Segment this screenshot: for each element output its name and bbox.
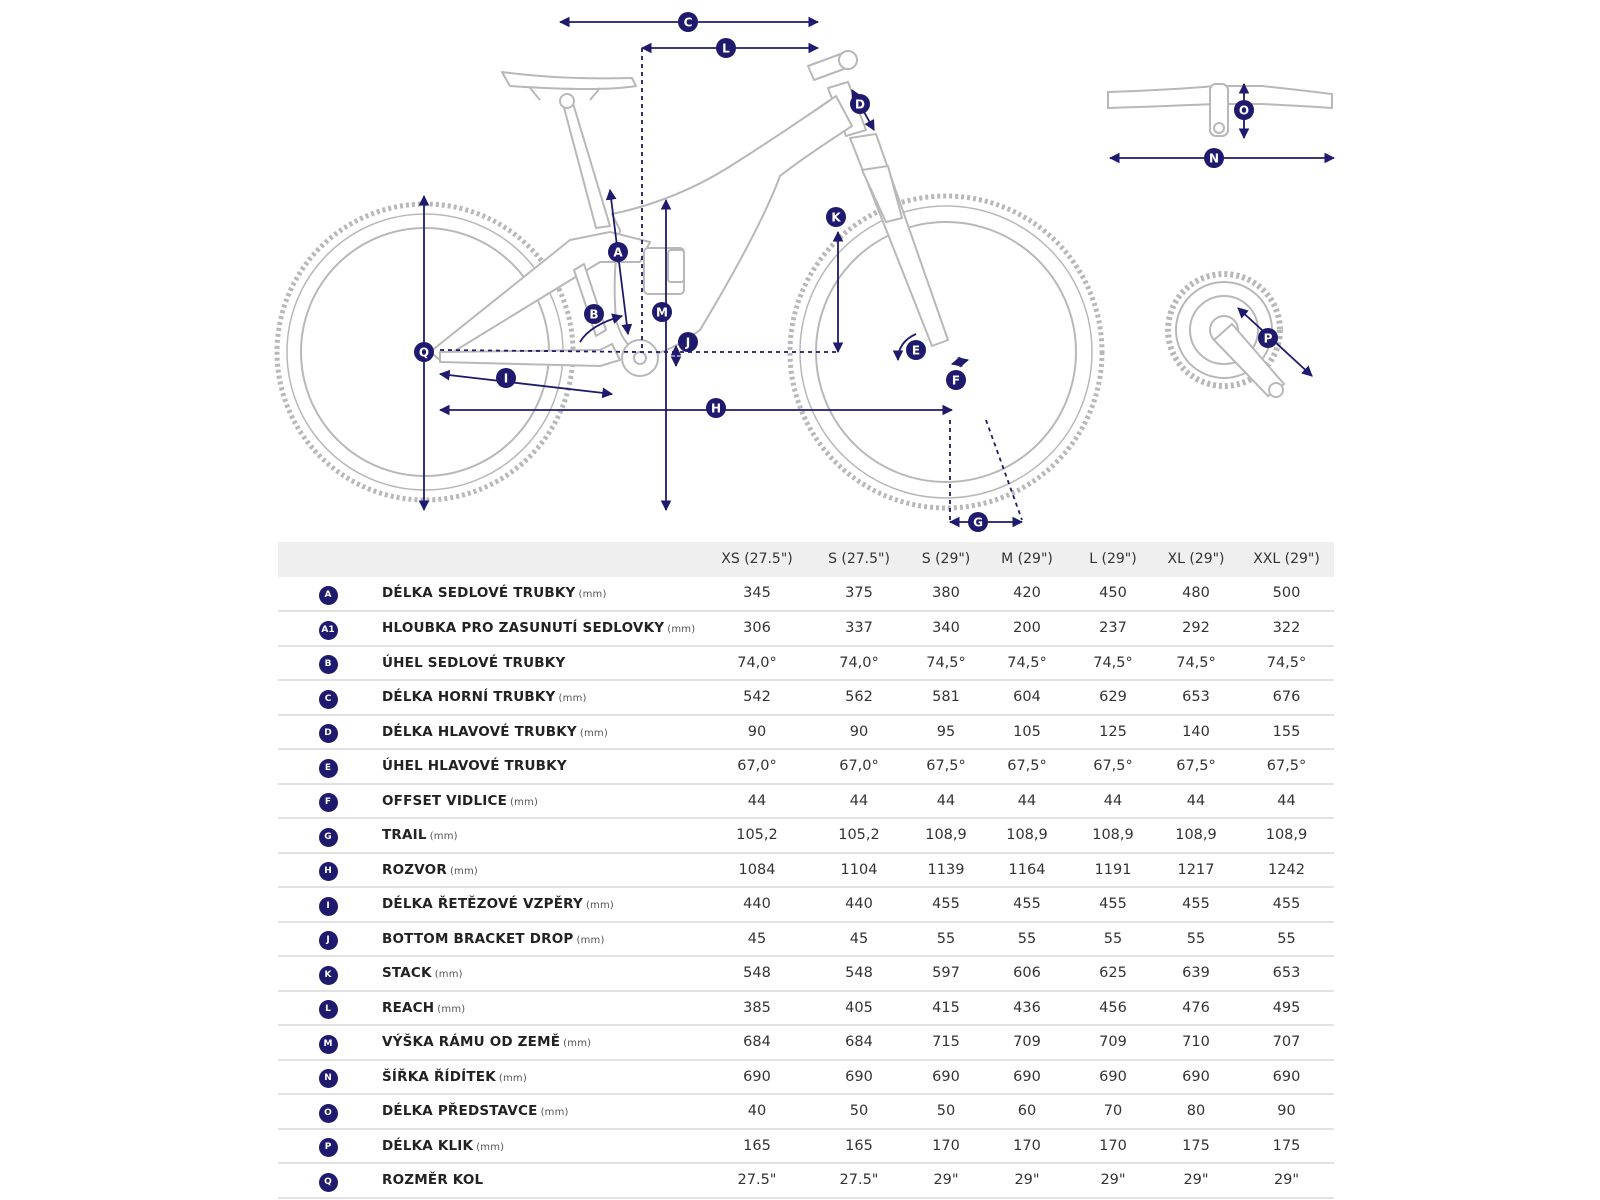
- table-cell: 50: [936, 1103, 956, 1120]
- header-empty: [378, 542, 707, 577]
- marker-letter: K: [831, 210, 841, 225]
- table-cell: 67,5°: [1007, 758, 1047, 775]
- table-cell: 165: [743, 1137, 771, 1154]
- table-cell: 44: [1103, 792, 1123, 809]
- table-cell: 45: [849, 930, 869, 947]
- table-cell: 108,9: [925, 827, 967, 844]
- table-cell: 74,5°: [1007, 654, 1047, 671]
- header-size-xs: XS (27.5"): [721, 551, 793, 568]
- dimension-letter-badge: F: [319, 793, 338, 812]
- table-cell: 170: [1013, 1137, 1041, 1154]
- table-cell: 27.5": [839, 1172, 879, 1189]
- row-label: [378, 680, 707, 715]
- dimension-marker: [968, 512, 988, 532]
- header-size-l: L (29"): [1089, 551, 1137, 568]
- row-label: [378, 1025, 707, 1060]
- header-size-s-275: S (27.5"): [828, 551, 890, 568]
- dimension-letter-badge: A1: [319, 621, 338, 640]
- row-letter-cell: [278, 1129, 378, 1164]
- table-cell: 690: [1013, 1068, 1041, 1085]
- table-row: [278, 1025, 1334, 1060]
- table-cell: 44: [849, 792, 869, 809]
- table-cell: 455: [1013, 896, 1041, 913]
- row-label: [378, 715, 707, 750]
- table-cell: 67,5°: [1266, 758, 1307, 775]
- geometry-table: [278, 542, 1334, 1199]
- table-cell: 676: [1272, 689, 1301, 706]
- table-cell: 90: [1277, 1103, 1296, 1120]
- dimension-marker: [1258, 328, 1278, 348]
- row-label: [378, 577, 707, 612]
- table-cell: 476: [1182, 999, 1210, 1016]
- row-unit: (mm): [437, 1003, 466, 1015]
- row-label: [378, 1060, 707, 1095]
- table-cell: 653: [1272, 965, 1301, 982]
- dimension-marker: [678, 332, 698, 352]
- row-label: [378, 818, 707, 853]
- row-label-text: DÉLKA HLAVOVÉ TRUBKY: [382, 723, 577, 740]
- table-cell: 29": [933, 1172, 959, 1189]
- row-label: [378, 956, 707, 991]
- table-row: [278, 991, 1334, 1026]
- row-letter-cell: [278, 1060, 378, 1095]
- row-letter-cell: [278, 887, 378, 922]
- row-unit: (mm): [429, 831, 458, 843]
- table-row: [278, 1163, 1334, 1198]
- table-row: [278, 784, 1334, 819]
- table-cell: 548: [743, 965, 771, 982]
- table-cell: 455: [1272, 896, 1301, 913]
- dimension-letter-badge: K: [319, 966, 338, 985]
- dimension-letter-badge: Q: [319, 1173, 338, 1192]
- row-unit: (mm): [498, 1072, 527, 1084]
- row-letter-cell: [278, 646, 378, 681]
- table-cell: 1104: [840, 861, 878, 878]
- marker-letter: P: [1263, 331, 1273, 346]
- table-cell: 170: [1099, 1137, 1127, 1154]
- row-unit: (mm): [585, 900, 615, 912]
- table-cell: 709: [1013, 1034, 1041, 1051]
- row-label-text: DÉLKA HORNÍ TRUBKY: [382, 689, 556, 706]
- header-size-m: M (29"): [1001, 551, 1053, 568]
- dimension-marker: [906, 340, 926, 360]
- row-label: [378, 749, 707, 784]
- table-cell: 44: [936, 792, 956, 809]
- dimension-marker: [414, 342, 434, 362]
- header-size-xxl: XXL (29"): [1253, 551, 1320, 568]
- table-cell: 125: [1099, 723, 1127, 740]
- table-cell: 455: [1099, 896, 1127, 913]
- table-cell: 690: [1182, 1068, 1210, 1085]
- dimension-marker: [716, 38, 736, 58]
- table-cell: 456: [1099, 999, 1127, 1016]
- row-label: [378, 991, 707, 1026]
- table-cell: 690: [1099, 1068, 1127, 1085]
- row-letter-cell: [278, 1025, 378, 1060]
- table-cell: 385: [743, 999, 771, 1016]
- row-label-text: TRAIL: [382, 827, 427, 844]
- dimension-marker: [850, 94, 870, 114]
- table-row: [278, 1060, 1334, 1095]
- row-letter-cell: [278, 715, 378, 750]
- row-unit: (mm): [449, 865, 479, 877]
- table-cell: 60: [1017, 1103, 1037, 1120]
- table-cell: 606: [1013, 965, 1041, 982]
- row-label: [378, 1094, 707, 1129]
- dimension-letter-badge: I: [319, 897, 338, 916]
- table-cell: 375: [845, 585, 873, 602]
- table-cell: 1217: [1177, 861, 1215, 878]
- marker-letter: G: [973, 515, 983, 530]
- row-label-text: REACH: [382, 999, 435, 1016]
- dimension-letter-badge: A: [319, 586, 338, 605]
- row-letter-cell: [278, 922, 378, 957]
- row-letter-cell: [278, 784, 378, 819]
- table-cell: 436: [1013, 999, 1041, 1016]
- table-cell: 74,5°: [1176, 654, 1216, 671]
- row-unit: (mm): [540, 1107, 569, 1119]
- marker-letter: J: [685, 335, 691, 350]
- row-letter-cell: [278, 577, 378, 612]
- table-cell: 27.5": [737, 1172, 777, 1189]
- table-row: [278, 1129, 1334, 1164]
- table-cell: 500: [1272, 585, 1301, 602]
- row-unit: (mm): [563, 1038, 592, 1050]
- row-unit: (mm): [578, 589, 607, 601]
- table-cell: 44: [1017, 792, 1037, 809]
- row-label-text: ROZMĚR KOL: [382, 1172, 484, 1189]
- table-cell: 165: [845, 1137, 873, 1154]
- table-cell: 292: [1182, 620, 1210, 637]
- table-cell: 105,2: [838, 827, 880, 844]
- table-cell: 690: [932, 1068, 960, 1085]
- dimension-marker: [706, 398, 726, 418]
- table-cell: 455: [932, 896, 960, 913]
- front-wheel: [790, 196, 1102, 508]
- row-unit: (mm): [576, 934, 605, 946]
- row-letter-cell: [278, 1163, 378, 1198]
- table-cell: 690: [743, 1068, 771, 1085]
- table-row: [278, 749, 1334, 784]
- table-row: [278, 577, 1334, 612]
- table-cell: 108,9: [1092, 827, 1134, 844]
- row-unit: (mm): [558, 693, 587, 705]
- table-cell: 597: [932, 965, 960, 982]
- dimension-letter-badge: L: [319, 1000, 338, 1019]
- table-cell: 108,9: [1175, 827, 1217, 844]
- marker-letter: N: [1208, 151, 1220, 166]
- row-label-text: BOTTOM BRACKET DROP: [382, 930, 574, 947]
- table-row: [278, 922, 1334, 957]
- dimension-marker: [652, 302, 672, 322]
- table-header-row: [278, 542, 1334, 577]
- row-label: [378, 611, 707, 646]
- marker-letter: B: [589, 307, 599, 322]
- table-cell: 140: [1182, 723, 1210, 740]
- header-empty: [278, 542, 378, 577]
- table-row: [278, 611, 1334, 646]
- row-label-text: OFFSET VIDLICE: [382, 792, 508, 809]
- table-cell: 1191: [1094, 861, 1132, 878]
- table-cell: 70: [1103, 1103, 1123, 1120]
- dimension-marker: [826, 207, 846, 227]
- table-cell: 1139: [927, 861, 965, 878]
- table-cell: 55: [1103, 930, 1123, 947]
- table-cell: 74,0°: [737, 654, 777, 671]
- row-label: [378, 1163, 707, 1198]
- table-cell: 55: [1186, 930, 1206, 947]
- table-cell: 45: [747, 930, 767, 947]
- table-cell: 29": [1183, 1172, 1209, 1189]
- dimension-marker: [496, 368, 516, 388]
- table-body: [278, 577, 1334, 1198]
- table-cell: 306: [743, 620, 771, 637]
- dimension-letter-badge: H: [319, 862, 338, 881]
- table-cell: 170: [932, 1137, 960, 1154]
- row-label: [378, 1129, 707, 1164]
- table-cell: 29": [1100, 1172, 1126, 1189]
- dimension-letter-badge: E: [319, 759, 338, 778]
- table-cell: 40: [747, 1103, 767, 1120]
- marker-letter: C: [683, 15, 693, 30]
- row-label-text: STACK: [382, 965, 432, 982]
- row-label: [378, 784, 707, 819]
- table-cell: 67,5°: [926, 758, 966, 775]
- table-row: [278, 818, 1334, 853]
- table-cell: 50: [849, 1103, 869, 1120]
- table-cell: 74,0°: [839, 654, 879, 671]
- table-cell: 690: [1272, 1068, 1301, 1085]
- table-row: [278, 715, 1334, 750]
- dimension-marker: [1204, 148, 1224, 168]
- table-cell: 337: [845, 620, 873, 637]
- table-cell: 237: [1099, 620, 1127, 637]
- table-cell: 1164: [1008, 861, 1046, 878]
- dimension-marker: [678, 12, 698, 32]
- table-cell: 581: [932, 689, 960, 706]
- table-row: [278, 853, 1334, 888]
- row-label-text: ROZVOR: [382, 861, 447, 878]
- table-cell: 405: [845, 999, 873, 1016]
- table-cell: 95: [936, 723, 956, 740]
- table-cell: 480: [1182, 585, 1210, 602]
- marker-letter: O: [1238, 103, 1250, 118]
- table-cell: 105: [1013, 723, 1041, 740]
- row-label-text: ÚHEL SEDLOVÉ TRUBKY: [382, 654, 566, 671]
- table-cell: 74,5°: [1266, 654, 1307, 671]
- dimension-marker: [608, 242, 628, 262]
- row-label: [378, 887, 707, 922]
- table-cell: 44: [1186, 792, 1206, 809]
- dimension-letter-badge: B: [319, 655, 338, 674]
- table-cell: 345: [743, 585, 771, 602]
- row-letter-cell: [278, 853, 378, 888]
- table-row: [278, 680, 1334, 715]
- table-cell: 415: [932, 999, 960, 1016]
- row-letter-cell: [278, 611, 378, 646]
- table-row: [278, 1094, 1334, 1129]
- marker-letter: L: [722, 41, 730, 56]
- row-letter-cell: [278, 956, 378, 991]
- marker-letter: F: [951, 373, 961, 388]
- row-label-text: HLOUBKA PRO ZASUNUTÍ SEDLOVKY: [382, 620, 665, 637]
- table-cell: 710: [1182, 1034, 1210, 1051]
- dimension-letter-badge: C: [319, 690, 338, 709]
- table-cell: 67,0°: [737, 758, 777, 775]
- table-cell: 548: [845, 965, 873, 982]
- table-cell: 175: [1182, 1137, 1210, 1154]
- row-letter-cell: [278, 991, 378, 1026]
- table-cell: 709: [1099, 1034, 1127, 1051]
- dimension-letter-badge: G: [319, 828, 338, 847]
- table-row: [278, 887, 1334, 922]
- dimension-marker: [946, 370, 966, 390]
- table-cell: 1084: [738, 861, 776, 878]
- marker-letter: I: [503, 371, 509, 386]
- table-cell: 55: [1277, 930, 1296, 947]
- table-cell: 625: [1099, 965, 1127, 982]
- dimension-marker: [584, 304, 604, 324]
- header-size-s-29: S (29"): [921, 551, 971, 568]
- table-cell: 450: [1099, 585, 1127, 602]
- marker-letter: D: [855, 97, 865, 112]
- row-label-text: DÉLKA SEDLOVÉ TRUBKY: [382, 585, 576, 602]
- table-cell: 322: [1272, 620, 1301, 637]
- marker-letter: Q: [418, 345, 430, 360]
- table-cell: 420: [1013, 585, 1041, 602]
- row-label-text: VÝŠKA RÁMU OD ZEMĚ: [382, 1034, 561, 1051]
- row-label: [378, 853, 707, 888]
- header-size-xl: XL (29"): [1167, 551, 1225, 568]
- table-cell: 44: [1277, 792, 1296, 809]
- table-cell: 440: [845, 896, 873, 913]
- table-cell: 380: [932, 585, 960, 602]
- table-cell: 690: [845, 1068, 873, 1085]
- row-label-text: DÉLKA ŘETĚZOVÉ VZPĚRY: [382, 896, 583, 913]
- row-unit: (mm): [434, 969, 463, 981]
- row-label-text: DÉLKA PŘEDSTAVCE: [382, 1103, 538, 1120]
- dimension-letter-badge: P: [319, 1138, 338, 1157]
- marker-letter: M: [656, 305, 668, 320]
- table-cell: 562: [845, 689, 873, 706]
- table-cell: 67,5°: [1176, 758, 1216, 775]
- row-unit: (mm): [579, 727, 608, 739]
- handlebar-drawing: [1108, 84, 1332, 136]
- table-cell: 684: [845, 1034, 873, 1051]
- bike-geometry-diagram: [0, 0, 1600, 540]
- dimension-letter-badge: O: [319, 1104, 338, 1123]
- table-cell: 105,2: [736, 827, 778, 844]
- row-label-text: ÚHEL HLAVOVÉ TRUBKY: [382, 758, 567, 775]
- dimension-letter-badge: M: [319, 1035, 338, 1054]
- row-letter-cell: [278, 818, 378, 853]
- table-cell: 175: [1272, 1137, 1301, 1154]
- table-cell: 55: [1017, 930, 1037, 947]
- table-cell: 340: [932, 620, 960, 637]
- table-cell: 653: [1182, 689, 1210, 706]
- row-unit: (mm): [510, 796, 539, 808]
- row-letter-cell: [278, 1094, 378, 1129]
- table-cell: 629: [1099, 689, 1127, 706]
- row-letter-cell: [278, 680, 378, 715]
- table-cell: 108,9: [1265, 827, 1308, 844]
- table-cell: 29": [1014, 1172, 1040, 1189]
- row-label: [378, 646, 707, 681]
- marker-letter: A: [613, 245, 623, 260]
- dimension-letter-badge: J: [319, 931, 338, 950]
- table-cell: 74,5°: [926, 654, 966, 671]
- table-row: [278, 956, 1334, 991]
- table-cell: 715: [932, 1034, 960, 1051]
- table-cell: 44: [747, 792, 767, 809]
- table-cell: 604: [1013, 689, 1041, 706]
- table-cell: 455: [1182, 896, 1210, 913]
- dimension-letter-badge: N: [319, 1069, 338, 1088]
- table-cell: 90: [747, 723, 767, 740]
- table-cell: 67,0°: [839, 758, 879, 775]
- row-unit: (mm): [667, 624, 696, 636]
- table-cell: 74,5°: [1093, 654, 1133, 671]
- marker-letter: H: [710, 401, 722, 416]
- marker-letter: E: [911, 343, 921, 358]
- table-cell: 495: [1272, 999, 1301, 1016]
- row-label-text: DÉLKA KLIK: [382, 1137, 474, 1154]
- table-cell: 55: [936, 930, 956, 947]
- table-cell: 639: [1182, 965, 1210, 982]
- row-letter-cell: [278, 749, 378, 784]
- table-cell: 29": [1273, 1172, 1300, 1189]
- row-label: [378, 922, 707, 957]
- table-cell: 542: [743, 689, 771, 706]
- row-label-text: ŠÍŘKA ŘÍDÍTEK: [382, 1068, 496, 1085]
- table-cell: 684: [743, 1034, 771, 1051]
- table-cell: 200: [1013, 620, 1041, 637]
- dimension-letter-badge: D: [319, 724, 338, 743]
- table-cell: 90: [849, 723, 869, 740]
- table-cell: 707: [1272, 1034, 1301, 1051]
- table-cell: 80: [1186, 1103, 1206, 1120]
- table-cell: 1242: [1268, 861, 1305, 878]
- row-unit: (mm): [476, 1141, 505, 1153]
- table-row: [278, 646, 1334, 681]
- table-cell: 67,5°: [1093, 758, 1133, 775]
- table-cell: 108,9: [1006, 827, 1048, 844]
- table-cell: 155: [1272, 723, 1301, 740]
- table-cell: 440: [743, 896, 771, 913]
- dimension-marker: [1234, 100, 1254, 120]
